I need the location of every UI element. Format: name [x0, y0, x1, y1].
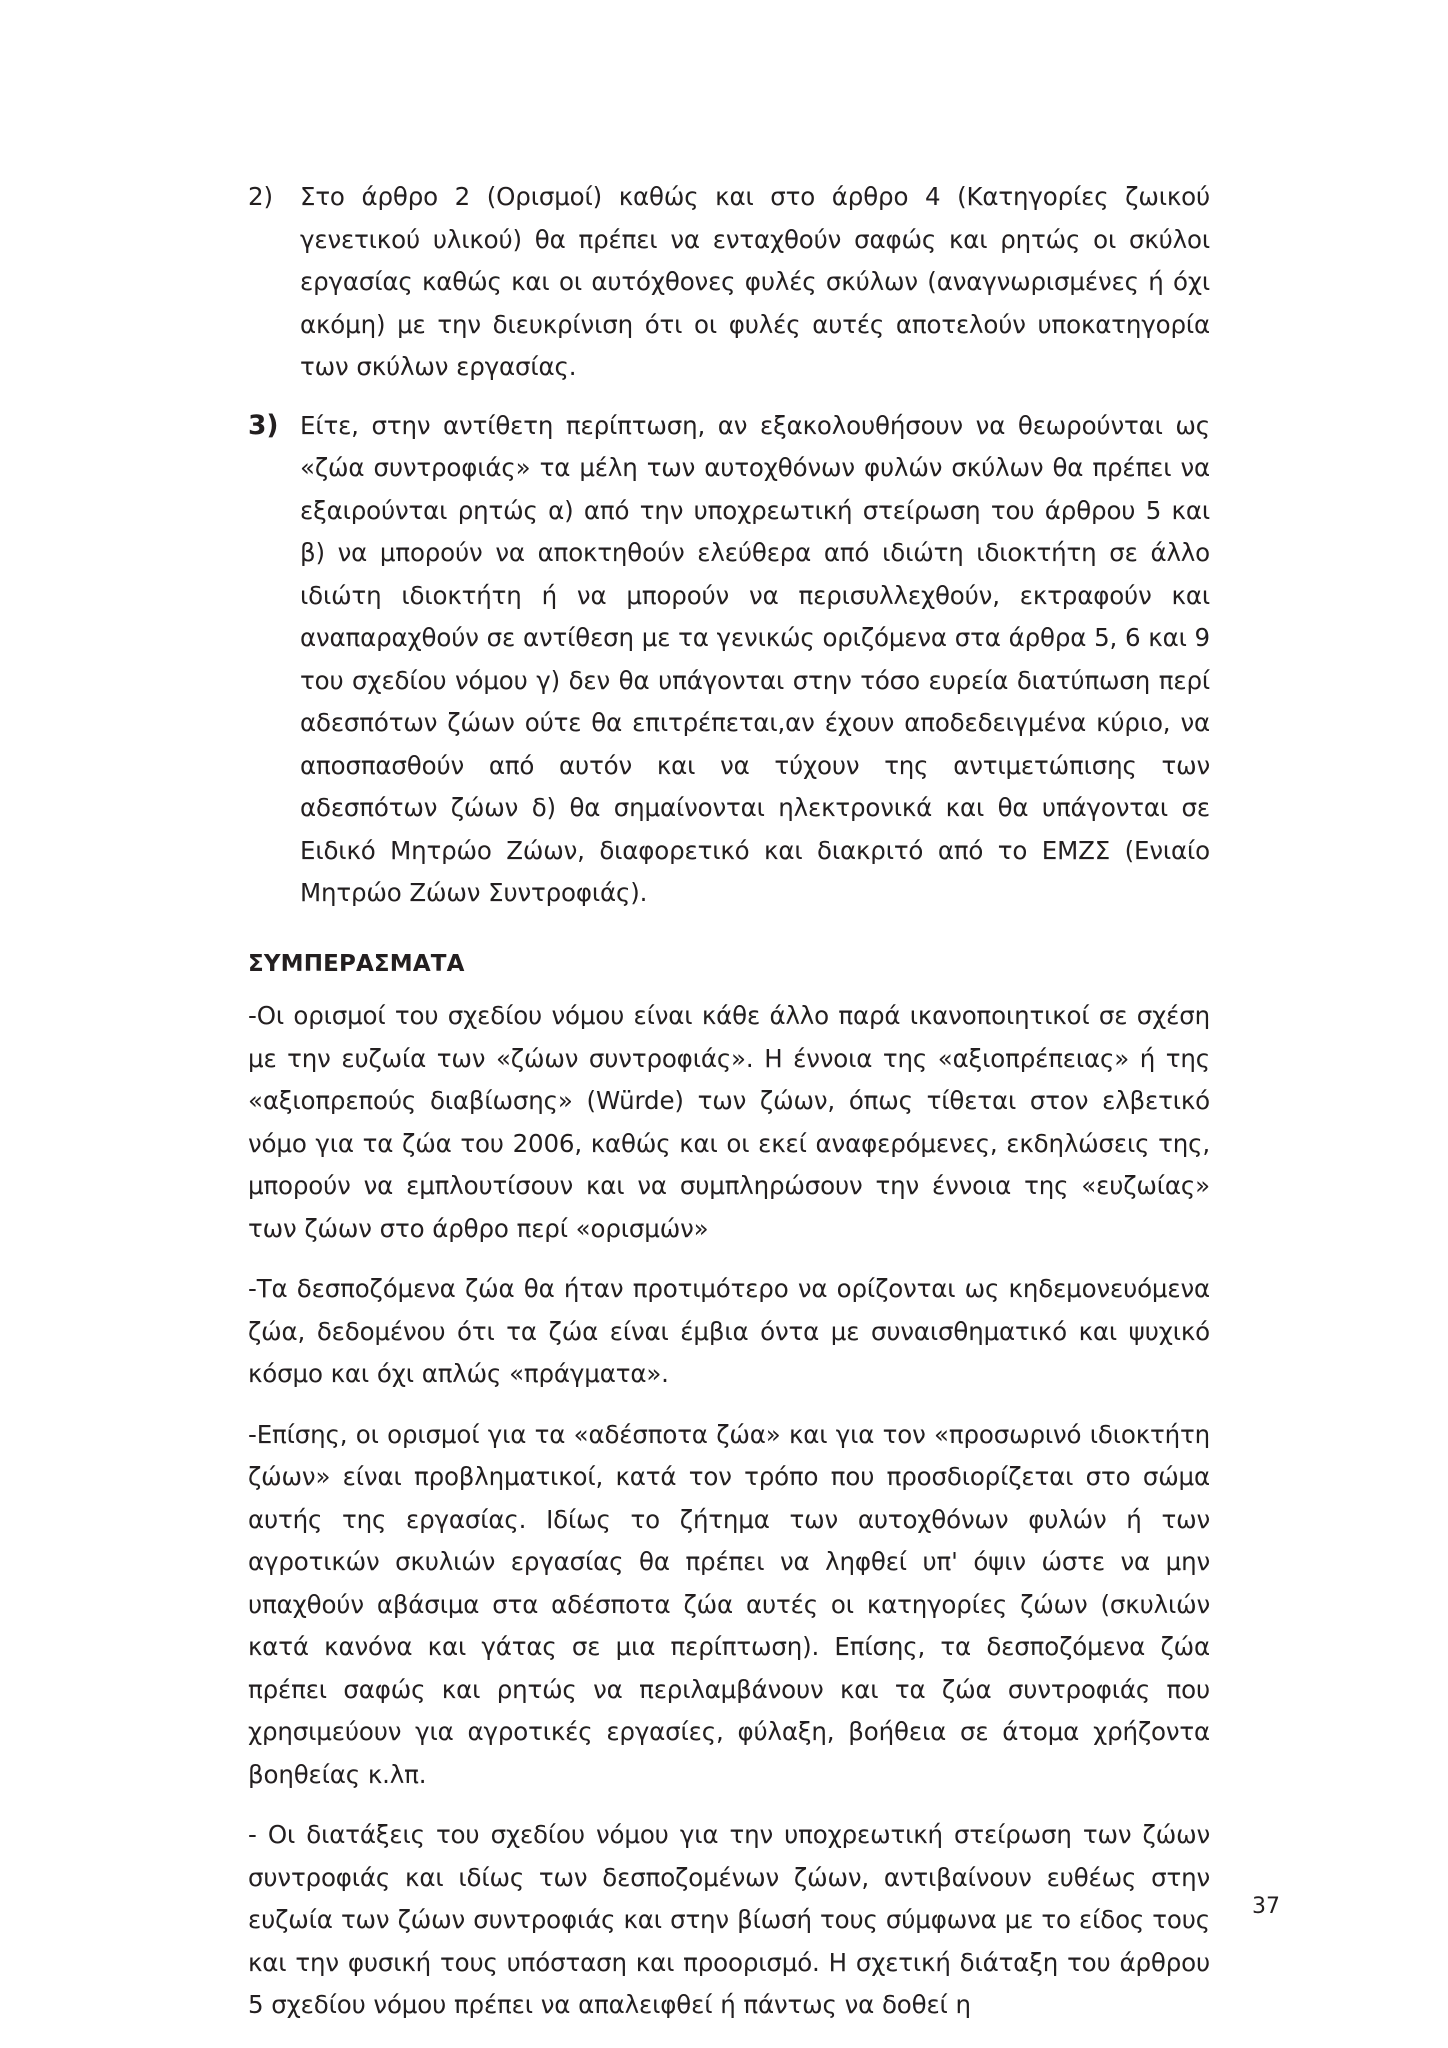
conclusion-paragraph: -Τα δεσποζόμενα ζώα θα ήταν προτιμότερο να ορίζονται ως κηδεμονευόμενα ζώα, δεδομένου ότι τα ζώα είναι έμβια όντα με συναισθηματικό και ψυχικό κόσμο και όχι απλώς «πράγματα». [248, 1274, 1210, 1388]
list-item-marker: 3) [248, 409, 279, 441]
conclusion-paragraph: - Οι διατάξεις του σχεδίου νόμου για την υποχρεωτική στείρωση των ζώων συντροφιάς και ιδίως των δεσποζομένων ζώων, αντιβαίνουν ευθέως στην ευζωία των ζώων συντροφιάς και στην βίωσή τους σύμφωνα με το είδος τους και την φυσική τους υπόσταση και προορισμό. Η σχετική διάταξη του άρθρου 5 σχεδίου νόμου πρέπει να απαλειφθεί ή πάντως να δοθεί η [248, 1820, 1210, 2019]
list-item-marker: 2) [248, 182, 273, 211]
page-content [248, 176, 1210, 2027]
list-item-text: Στο άρθρο 2 (Ορισμοί) καθώς και στο άρθρο 4 (Κατηγορίες ζωικού γενετικού υλικού) θα πρέπει να ενταχθούν σαφώς και ρητώς οι σκύλοι εργασίας καθώς και οι αυτόχθονες φυλές σκύλων (αναγνωρισμένες ή όχι ακόμη) με την διευκρίνιση ότι οι φυλές αυτές αποτελούν υποκατηγορία των σκύλων εργασίας. [300, 182, 1210, 381]
list-item [248, 405, 1210, 915]
section-heading: ΣΥΜΠΕΡΑΣΜΑΤΑ [248, 950, 465, 977]
conclusion-paragraph: -Οι ορισμοί του σχεδίου νόμου είναι κάθε άλλο παρά ικανοποιητικοί σε σχέση με την ευζωία των «ζώων συντροφιάς». Η έννοια της «αξιοπρέπειας» ή της «αξιοπρεπούς διαβίωσης» (Würde) των ζώων, όπως τίθεται στον ελβετικό νόμο για τα ζώα του 2006, καθώς και οι εκεί αναφερόμενες, εκδηλώσεις της, μπορούν να εμπλουτίσουν και να συμπληρώσουν την έννοια της «ευζωίας» των ζώων στο άρθρο περί «ορισμών» [248, 1001, 1210, 1243]
list-item-text: Είτε, στην αντίθετη περίπτωση, αν εξακολουθήσουν να θεωρούνται ως «ζώα συντροφιάς» τα μέλη των αυτοχθόνων φυλών σκύλων θα πρέπει να εξαιρούνται ρητώς α) από την υποχρεωτική στείρωση του άρθρου 5 και β) να μπορούν να αποκτηθούν ελεύθερα από ιδιώτη ιδιοκτήτη σε άλλο ιδιώτη ιδιοκτήτη ή να μπορούν να περισυλλεχθούν, εκτραφούν και αναπαραχθούν σε αντίθεση με τα γενικώς οριζόμενα στα άρθρα 5, 6 και 9 του σχεδίου νόμου γ) δεν θα υπάγονται στην τόσο ευρεία διατύπωση περί αδεσπότων ζώων ούτε θα επιτρέπεται,αν έχουν αποδεδειγμένα κύριο, να αποσπασθούν από αυτόν και να τύχουν της αντιμετώπισης των αδεσπότων ζώων δ) θα σημαίνονται ηλεκτρονικά και θα υπάγονται σε Ειδικό Μητρώο Ζώων, διαφορετικό και διακριτό από το ΕΜΖΣ (Ενιαίο Μητρώο Ζώων Συντροφιάς). [300, 410, 1210, 907]
conclusion-paragraph: -Επίσης, οι ορισμοί για τα «αδέσποτα ζώα» και για τον «προσωρινό ιδιοκτήτη ζώων» είναι προβληματικοί, κατά τον τρόπο που προσδιορίζεται στο σώμα αυτής της εργασίας. Ιδίως το ζήτημα των αυτοχθόνων φυλών ή των αγροτικών σκυλιών εργασίας θα πρέπει να ληφθεί υπ' όψιν ώστε να μην υπαχθούν αβάσιμα στα αδέσποτα ζώα αυτές οι κατηγορίες ζώων (σκυλιών κατά κανόνα και γάτας σε μια περίπτωση). Επίσης, τα δεσποζόμενα ζώα πρέπει σαφώς και ρητώς να περιλαμβάνουν και τα ζώα συντροφιάς που χρησιμεύουν για αγροτικές εργασίες, φύλαξη, βοήθεια σε άτομα χρήζοντα βοηθείας κ.λπ. [248, 1419, 1210, 1789]
page-number: 37 [1252, 1894, 1280, 1919]
list-item [248, 176, 1210, 389]
